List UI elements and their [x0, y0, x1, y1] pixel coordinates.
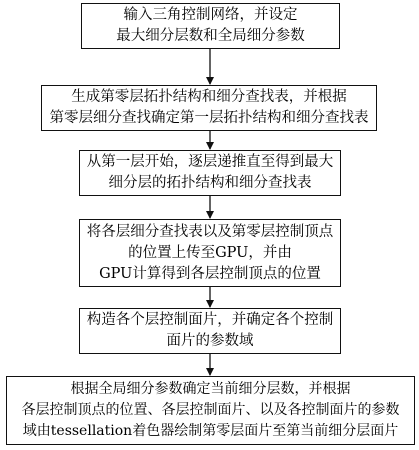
step-1-line-1: 输入三角控制网络，并设定	[123, 7, 298, 23]
step-5-line-2: 面片的参数域	[166, 333, 254, 349]
step-2-line-2: 第零层细分查找确定第一层拓扑结构和细分查找表	[49, 110, 369, 126]
step-3-line-2: 细分层的拓扑结构和细分查找表	[108, 175, 312, 191]
step-4-line-3: GPU计算得到各层控制顶点的位置	[99, 265, 321, 282]
step-4-line-1: 将各层细分查找表以及第零层控制顶点	[86, 223, 334, 240]
step-6-line-1: 根据全局细分参数确定当前细分层数，并根据	[70, 381, 351, 397]
step-2-line-1: 生成第零层拓扑结构和细分查找表，并根据	[71, 89, 347, 105]
step-5-line-1: 构造各个层控制面片，并确定各个控制	[86, 312, 334, 328]
step-4-line-2: 的位置上传至GPU，并由	[128, 244, 292, 261]
step-6-line-3: 域由tessellation着色器绘制第零层面片至第当前细分层面片	[22, 423, 399, 439]
step-6-line-2: 各层控制顶点的位置、各层控制面片、以及各控制面片的参数	[21, 402, 400, 418]
step-3-line-1: 从第一层开始，逐层递推直至得到最大	[86, 154, 334, 170]
step-1-line-2: 最大细分层数和全局细分参数	[116, 28, 305, 44]
